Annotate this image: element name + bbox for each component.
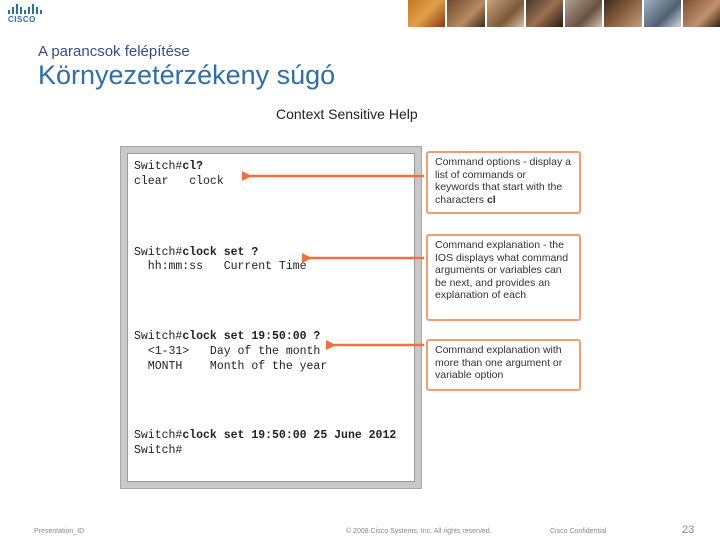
callout-bold-text: cl bbox=[486, 193, 496, 206]
banner-photo-5 bbox=[565, 0, 602, 27]
callout-text: Command explanation with more than one argument or variable option bbox=[435, 344, 563, 381]
terminal-window bbox=[127, 153, 415, 482]
terminal-frame bbox=[120, 146, 422, 489]
callout-text: Command explanation - the IOS displays what command arguments or variables can be next, and provides an explanation of each bbox=[435, 239, 569, 301]
callout-command-explanation bbox=[426, 234, 581, 321]
prompt: Switch# bbox=[134, 429, 183, 442]
banner-photo-strip bbox=[408, 0, 720, 27]
slide-title: Környezetérzékeny súgó bbox=[38, 60, 336, 90]
footer-confidential: Cisco Confidential bbox=[550, 528, 607, 535]
cisco-bridge-icon bbox=[8, 4, 42, 14]
prompt: Switch# bbox=[134, 246, 183, 259]
page-number: 23 bbox=[682, 524, 695, 536]
terminal-line-9: Switch# bbox=[134, 444, 183, 457]
banner-photo-8 bbox=[683, 0, 720, 27]
terminal-line-8 bbox=[134, 429, 396, 442]
callout-command-options bbox=[426, 151, 581, 214]
footer-presentation-id: Presentation_ID bbox=[34, 528, 85, 535]
command: clock set ? bbox=[182, 246, 259, 259]
command: cl? bbox=[182, 160, 204, 173]
terminal-line-1 bbox=[134, 160, 203, 173]
terminal-line-6: <1-31> Day of the month bbox=[134, 345, 321, 358]
terminal-line-5 bbox=[134, 330, 320, 343]
prompt: Switch# bbox=[134, 160, 183, 173]
callout-text: Command options - display a list of commands or keywords that start with the characters bbox=[435, 156, 571, 206]
command: clock set 19:50:00 25 June 2012 bbox=[182, 429, 397, 442]
banner-photo-1 bbox=[408, 0, 445, 27]
top-banner bbox=[0, 0, 720, 27]
banner-photo-7 bbox=[644, 0, 681, 27]
callout-multiple-arguments bbox=[426, 339, 581, 391]
banner-photo-4 bbox=[526, 0, 563, 27]
figure-heading: Context Sensitive Help bbox=[276, 106, 418, 122]
banner-photo-3 bbox=[487, 0, 524, 27]
terminal-line-2: clear clock bbox=[134, 175, 224, 188]
cisco-logo bbox=[8, 4, 42, 24]
terminal-line-7: MONTH Month of the year bbox=[134, 360, 328, 373]
terminal-line-3 bbox=[134, 246, 258, 259]
command: clock set 19:50:00 ? bbox=[182, 330, 321, 343]
banner-photo-2 bbox=[447, 0, 484, 27]
logo-text: CISCO bbox=[8, 15, 36, 24]
prompt: Switch# bbox=[134, 330, 183, 343]
slide-subtitle: A parancsok felépítése bbox=[38, 43, 190, 60]
banner-photo-6 bbox=[604, 0, 641, 27]
terminal-line-4: hh:mm:ss Current Time bbox=[134, 260, 307, 273]
footer-copyright: © 2008 Cisco Systems, Inc. All rights reserved. bbox=[346, 528, 492, 535]
